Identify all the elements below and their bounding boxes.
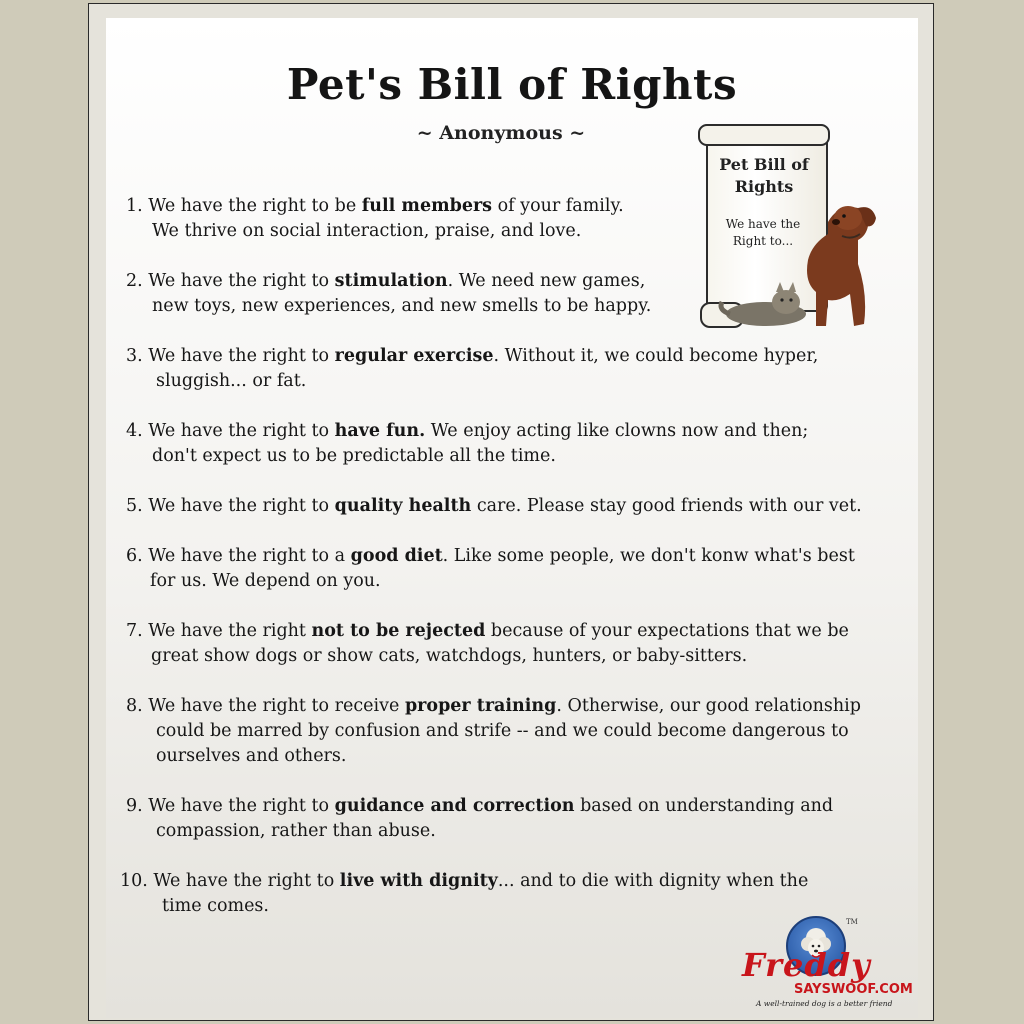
right-item-3 bbox=[126, 344, 818, 394]
right-item-6 bbox=[126, 544, 855, 594]
freddy-says-woof-logo bbox=[738, 916, 918, 1016]
right-item-9 bbox=[126, 794, 833, 844]
right-text: We have the right to bbox=[148, 496, 335, 516]
right-item-5 bbox=[126, 494, 862, 519]
right-text: We have the right to receive bbox=[148, 696, 405, 716]
right-number: 2. bbox=[126, 271, 143, 291]
right-continuation: ourselves and others. bbox=[156, 746, 347, 766]
right-number: 3. bbox=[126, 346, 143, 366]
right-continuation: sluggish... or fat. bbox=[156, 371, 307, 391]
cat-icon bbox=[721, 282, 806, 326]
right-keyword: good diet bbox=[350, 546, 443, 566]
right-text: We have the right to bbox=[148, 796, 335, 816]
right-continuation: time comes. bbox=[162, 896, 269, 916]
scroll-roll-top bbox=[698, 124, 830, 146]
right-text: We enjoy acting like clowns now and then; bbox=[425, 421, 809, 441]
right-text: because of your expectations that we be bbox=[485, 621, 849, 641]
dog-and-cat-image bbox=[708, 164, 898, 334]
right-text: We have the right to bbox=[148, 346, 335, 366]
right-text: ... and to die with dignity when the bbox=[497, 871, 809, 891]
scroll-title: Pet Bill of Rights bbox=[719, 155, 809, 196]
right-keyword: have fun. bbox=[334, 421, 426, 441]
right-item-7 bbox=[126, 619, 849, 669]
right-continuation: compassion, rather than abuse. bbox=[156, 821, 436, 841]
right-item-8 bbox=[126, 694, 861, 769]
right-text: We have the right bbox=[148, 621, 312, 641]
logo-name: Freddy bbox=[742, 946, 871, 984]
logo-domain: SAYSWOOF.COM bbox=[794, 982, 913, 997]
dog-icon bbox=[807, 206, 876, 326]
right-number: 7. bbox=[126, 621, 143, 641]
right-continuation: could be marred by confusion and strife -- and we could become dangerous to bbox=[156, 721, 849, 741]
right-text: We have the right to bbox=[148, 271, 335, 291]
right-keyword: quality health bbox=[334, 496, 472, 516]
right-continuation: don't expect us to be predictable all the time. bbox=[152, 446, 556, 466]
right-item-2 bbox=[126, 269, 651, 319]
right-continuation: for us. We depend on you. bbox=[150, 571, 381, 591]
right-keyword: stimulation bbox=[334, 271, 448, 291]
right-number: 4. bbox=[126, 421, 143, 441]
scroll-text: We have the Right to... bbox=[725, 217, 801, 248]
right-item-1 bbox=[126, 194, 624, 244]
right-keyword: not to be rejected bbox=[311, 621, 486, 641]
right-keyword: live with dignity bbox=[339, 871, 498, 891]
right-text: care. Please stay good friends with our vet. bbox=[471, 496, 862, 516]
right-keyword: regular exercise bbox=[334, 346, 494, 366]
author-line: ~ Anonymous ~ bbox=[416, 122, 586, 144]
logo-tagline: A well-trained dog is a better friend bbox=[756, 999, 893, 1008]
right-keyword: full members bbox=[361, 196, 493, 216]
right-number: 6. bbox=[126, 546, 143, 566]
right-continuation: new toys, new experiences, and new smells to be happy. bbox=[152, 296, 652, 316]
right-number: 5. bbox=[126, 496, 143, 516]
right-keyword: proper training bbox=[404, 696, 557, 716]
right-text: We have the right to be bbox=[148, 196, 362, 216]
right-text: . Otherwise, our good relationship bbox=[556, 696, 861, 716]
right-text: We have the right to bbox=[148, 421, 335, 441]
right-text: . Without it, we could become hyper, bbox=[493, 346, 819, 366]
right-text: . Like some people, we don't konw what's best bbox=[442, 546, 855, 566]
right-text: of your family. bbox=[492, 196, 624, 216]
right-number: 9. bbox=[126, 796, 143, 816]
right-continuation: We thrive on social interaction, praise, and love. bbox=[152, 221, 582, 241]
right-item-4 bbox=[126, 419, 808, 469]
right-number: 8. bbox=[126, 696, 143, 716]
right-text: . We need new games, bbox=[447, 271, 646, 291]
document-page bbox=[106, 18, 918, 1018]
right-text: based on understanding and bbox=[574, 796, 834, 816]
right-keyword: guidance and correction bbox=[334, 796, 575, 816]
right-continuation: great show dogs or show cats, watchdogs, hunters, or baby-sitters. bbox=[151, 646, 748, 666]
right-item-10 bbox=[120, 869, 808, 919]
page-title: Pet's Bill of Rights bbox=[286, 60, 738, 109]
trademark-mark: TM bbox=[846, 918, 858, 926]
scroll-illustration bbox=[698, 124, 898, 334]
right-text: We have the right to a bbox=[148, 546, 351, 566]
right-text: We have the right to bbox=[153, 871, 340, 891]
right-number: 10. bbox=[120, 871, 148, 891]
right-number: 1. bbox=[126, 196, 143, 216]
